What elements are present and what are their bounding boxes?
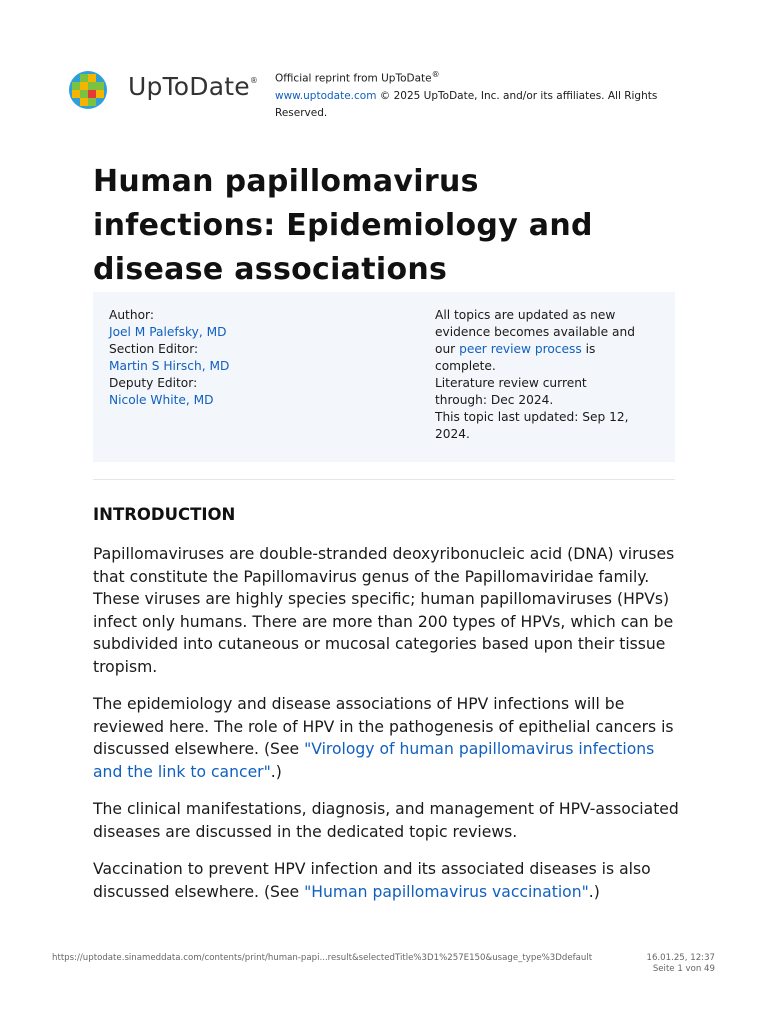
uptodate-logo-icon — [68, 70, 108, 110]
literature-review-date: Literature review current — [435, 376, 587, 390]
topic-metadata-box — [93, 292, 675, 462]
deputy-editor-label: Deputy Editor: — [109, 376, 198, 390]
last-updated-date: This topic last updated: Sep 12, — [435, 410, 629, 424]
editor-list — [109, 307, 229, 409]
author-link[interactable]: Joel M Palefsky, MD — [109, 325, 227, 339]
uptodate-site-link[interactable]: www.uptodate.com — [275, 89, 377, 102]
logo-wordmark: UpToDate® — [128, 72, 259, 101]
print-footer-url: https://uptodate.sinameddata.com/contents/print/human-papi...result&selectedTitle%3D1%257E150&usage_type%3Ddefault — [52, 953, 593, 963]
peer-review-link[interactable]: peer review process — [459, 342, 582, 356]
page-title: Human papillomavirus infections: Epidemiology and disease associations — [93, 164, 593, 287]
paragraph-1: Papillomaviruses are double-stranded deoxyribonucleic acid (DNA) viruses that constitute the Papillomavirus genus of the Papillomaviridae family. These viruses are highly species specific; human papillomaviruses (HPVs) infect only humans. There are more than 200 types of HPVs, which can be subdivided into cutaneous or mucosal categories based upon their tissue tropism. — [93, 545, 675, 676]
section-editor-link[interactable]: Martin S Hirsch, MD — [109, 359, 230, 373]
paragraph-3: The clinical manifestations, diagnosis, and management of HPV-associated diseases are discussed in the dedicated topic reviews. — [93, 800, 679, 841]
section-editor-label: Section Editor: — [109, 342, 199, 356]
reprint-header — [68, 66, 708, 119]
section-heading-introduction: INTRODUCTION — [93, 505, 236, 524]
page-number: Seite 1 von 49 — [652, 964, 715, 974]
hpv-vaccination-link[interactable]: "Human papillomavirus vaccination" — [304, 882, 589, 901]
paragraph-2: The epidemiology and disease associations of HPV infections will be reviewed here. The role of HPV in the pathogenesis of epithelial cancers is discussed elsewhere. (See "Virology of human papillomavirus infections and the link to cancer".) — [93, 695, 674, 781]
print-footer-info — [630, 953, 715, 975]
update-info: All topics are updated as new evidence becomes available and our peer review process is complete. Literature review current through: Dec 2024. This topic last updated: Sep 12, 2024. — [435, 307, 660, 443]
section-divider — [93, 479, 675, 480]
author-label: Author: — [109, 308, 154, 322]
deputy-editor-link[interactable]: Nicole White, MD — [109, 393, 214, 407]
print-datetime: 16.01.25, 12:37 — [646, 953, 715, 963]
virology-topic-link[interactable]: "Virology of human papillomavirus infections and the link to cancer" — [93, 740, 655, 781]
paragraph-4: Vaccination to prevent HPV infection and its associated diseases is also discussed elsewhere. (See "Human papillomavirus vaccination".) — [93, 860, 651, 901]
reprint-notice: Official reprint from UpToDate® www.uptodate.com © 2025 UpToDate, Inc. and/or its affiliates. All Rights Reserved. — [275, 70, 658, 119]
